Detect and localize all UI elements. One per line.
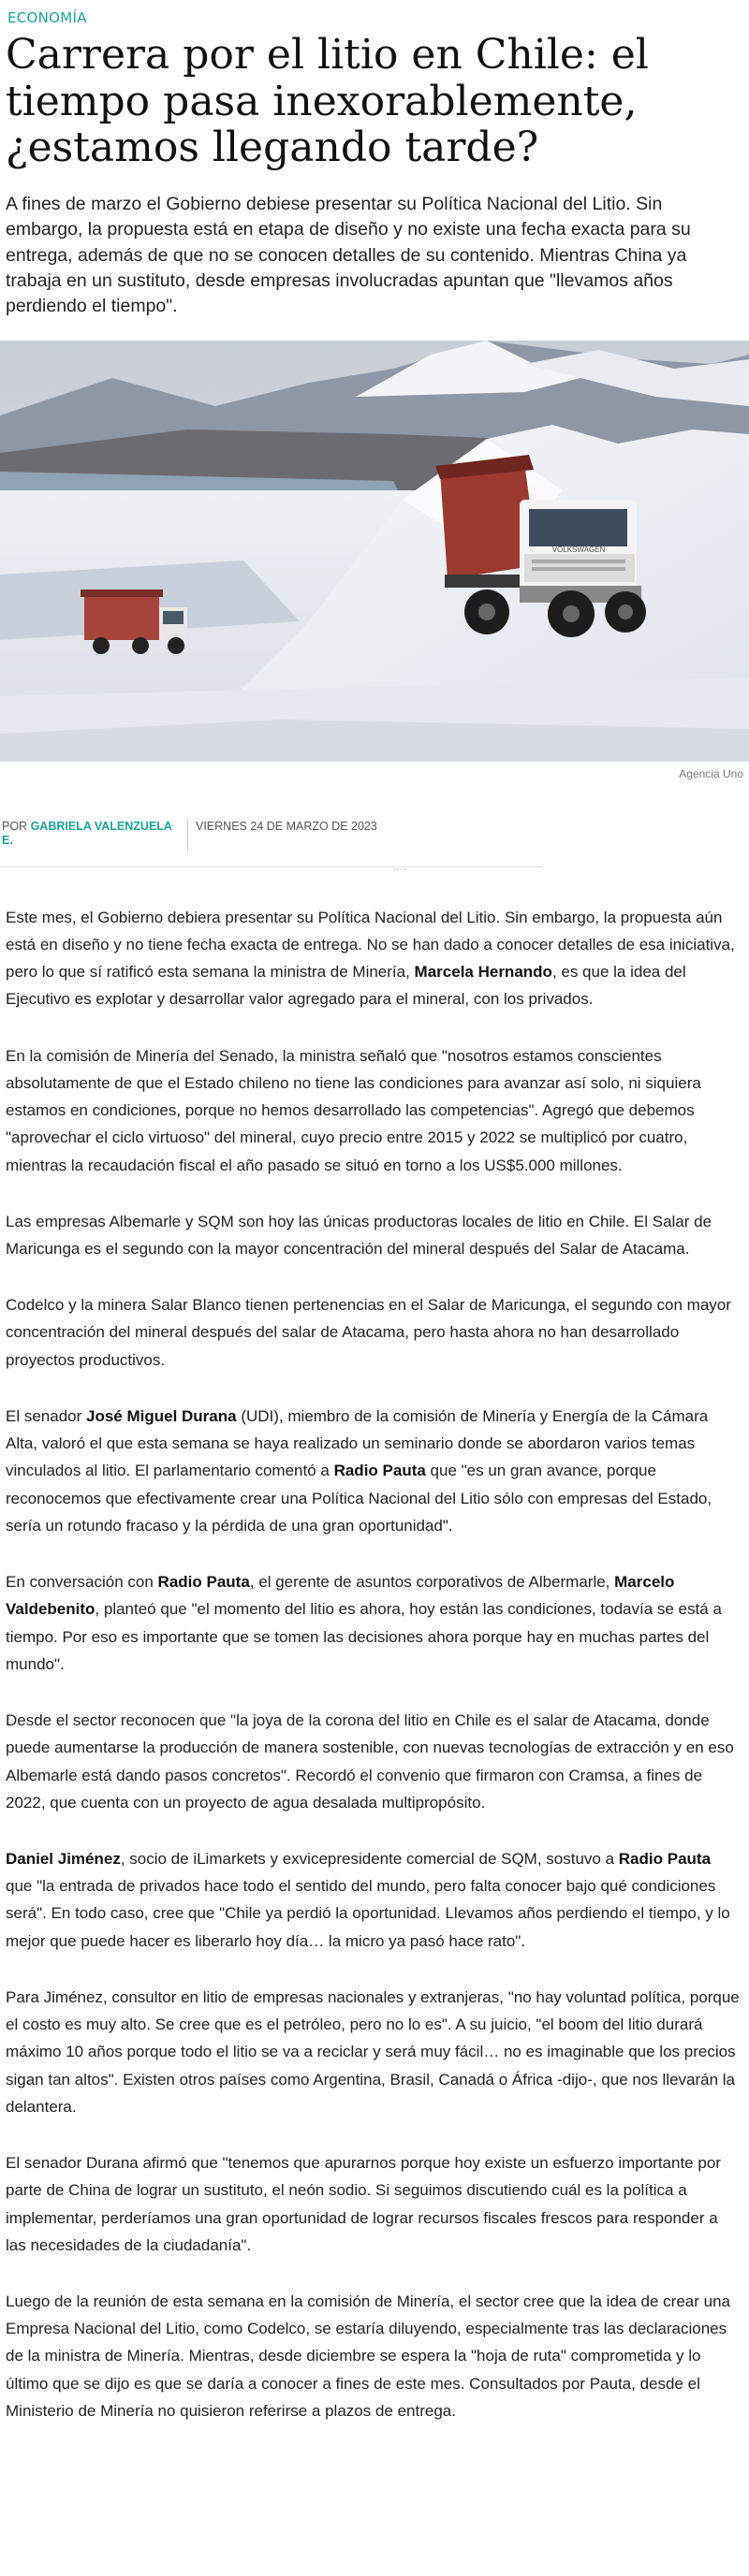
paragraph-text: Desde el sector reconocen que "la joya de la corona del litio en Chile es el salar de Atacama, donde puede aumentarse la producción de manera sostenible, con nuevas tecnologías de extracción y en eso Albemarle está dando pasos concretos". Recordó el convenio que firmaron con Cramsa, a fines de 2022, que cuenta con un proyecto de agua desalada multipropósito. <box>6 1711 734 1812</box>
bold-mention: Daniel Jiménez <box>6 1849 121 1868</box>
byline-prefix: POR <box>2 819 31 833</box>
paragraph-text: En la comisión de Minería del Senado, la ministra señaló que "nosotros estamos conscientes absolutamente de que el Estado chileno no tiene las condiciones para avanzar así solo, ni siquiera estamos en condiciones, porque no hemos desarrollado las competencias". Agregó que debemos "aprovechar el ciclo virtuoso" del mineral, cuyo precio entre 2015 y 2022 se multiplicó por cuatro, mientras la recaudación fiscal el año pasado se situó en torno a los US$5.000 millones. <box>6 1046 701 1174</box>
paragraph-text: , socio de iLimarkets y exvicepresidente comercial de SQM, sostuvo a <box>120 1849 619 1868</box>
article-paragraph <box>6 2149 740 2259</box>
bold-mention: Radio Pauta <box>333 1462 426 1480</box>
article-paragraph <box>6 1208 740 1262</box>
paragraph-text: Codelco y la minera Salar Blanco tienen pertenencias en el Salar de Maricunga, el segundo con mayor concentración del mineral después del salar de Atacama, pero hasta ahora no han desarrollado proyectos productivos. <box>6 1296 731 1369</box>
publish-date: VIERNES 24 DE MARZO DE 2023 <box>196 819 377 833</box>
paragraph-text: Para Jiménez, consultor en litio de empresas nacionales y extranjeras, "no hay voluntad política, porque el costo es muy alto. Se cree que es el petróleo, pero no lo es". A su juicio, "el boom del litio durará máximo 10 años porque todo el litio se va a reciclar y será muy fácil… no es imaginable que los precios sigan tan altos". Existen otros países como Argentina, Brasil, Canadá o África -dijo-, que nos llevarán la delantera. <box>6 1987 740 2116</box>
paragraph-text: Este mes, el Gobierno debiera presentar su Política Nacional del Litio. Sin embargo, la propuesta aún está en diseño y no tiene fecha exacta de entrega. No se han dado a conocer detalles de esa iniciativa, pero lo que sí ratificó esta semana la ministra de Minería, <box>6 908 735 982</box>
article-paragraph <box>6 2288 740 2424</box>
author-link[interactable]: GABRIELA VALENZUELA E. <box>2 819 172 848</box>
paragraph-text: (UDI), miembro de la comisión de Minería y Energía de la Cámara Alta, valoró el que esta semana se haya realizado un seminario donde se abordaron varios temas vinculados al litio. El parlamentario comentó a <box>6 1406 709 1480</box>
byline-divider <box>187 820 188 851</box>
paragraph-text: El senador Durana afirmó que "tenemos que apurarnos porque hoy existe un esfuerzo importante por parte de China de lograr un sustituto, el neón sodio. Si seguimos discutiendo cuál es la política a implementar, perderíamos una gran oportunidad de lograr recursos fiscales frescos para responder a las necesidades de la ciudadanía". <box>6 2154 721 2254</box>
paragraph-text: En conversación con <box>6 1573 158 1592</box>
article-paragraph <box>6 1403 740 1539</box>
bold-mention: Radio Pauta <box>618 1849 712 1868</box>
article-paragraph <box>6 904 740 1013</box>
article-paragraph <box>6 1845 740 1955</box>
paragraph-text: , el gerente de asuntos corporativos de Albermarle, <box>249 1573 615 1592</box>
paragraph-text: Luego de la reunión de esta semana en la comisión de Minería, el sector cree que la idea de crear una Empresa Nacional del Litio, como Codelco, se estaría diluyendo, especialmente tras las declaraciones de la ministra de Minería. Mientras, desde diciembre se espera la "hoja de ruta" comprometida y lo último que se dijo es que se daría a conocer a fines de este mes. Consultados por Pauta, desde el Ministerio de Minería no quisieron referirse a plazos de entrega. <box>6 2292 730 2420</box>
share-divider <box>0 866 543 867</box>
headline: Carrera por el litio en Chile: el tiempo pasa inexorablemente, ¿estamos llegando tarde? <box>6 31 649 172</box>
paragraph-text: , es que la idea del Ejecutivo es explotar y desarrollar valor agregado para el mineral, con los privados. <box>6 963 686 1009</box>
paragraph-text: El senador <box>6 1406 86 1425</box>
article-paragraph <box>6 1707 740 1816</box>
hero-image <box>0 341 749 762</box>
byline <box>0 780 749 851</box>
bold-mention: José Miguel Durana <box>86 1406 237 1425</box>
bold-mention: Marcela Hernando <box>414 963 552 982</box>
section-label[interactable]: ECONOMÍA <box>7 9 87 26</box>
article-paragraph <box>6 1291 740 1374</box>
photo-credit: Agencia Uno <box>679 766 743 780</box>
article-body <box>0 874 749 2425</box>
paragraph-text: Las empresas Albemarle y SQM son hoy las únicas productoras locales de litio en Chile. El Salar de Maricunga es el segundo con la mayor concentración del mineral después del Salar de Atacama. <box>6 1212 712 1258</box>
truck-brand-text: VOLKSWAGEN <box>551 545 606 554</box>
paragraph-text: , planteó que "el momento del litio es ahora, hoy están las condiciones, todavía se está a tiempo. Por eso es importante que se tomen las decisiones ahora porque hay en muchas partes del mundo". <box>6 1600 722 1673</box>
paragraph-text: que "la entrada de privados hace todo el sentido del mundo, pero falta conocer bajo qué condiciones será". En todo caso, cree que "Chile ya perdió la oportunidad. Llevamos años perdiendo el tiempo, y lo mejor que puede hacer es liberarlo hoy día… la micro ya pasó hace rato". <box>6 1877 730 1950</box>
bold-mention: Radio Pauta <box>157 1573 250 1592</box>
share-dots[interactable]: .... <box>393 860 406 873</box>
share-bar <box>0 861 749 874</box>
paragraph-text: que "es un gran avance, porque reconocemos que efectivamente crear una Política Nacional del Litio sólo con empresas del Estado, sería un rotundo fracaso y la pérdida de una gran oportunidad". <box>6 1462 712 1535</box>
byline-author-block <box>0 820 184 849</box>
article-paragraph <box>6 1568 740 1678</box>
article-paragraph <box>6 1042 740 1179</box>
lead-paragraph: A fines de marzo el Gobierno debiese presentar su Política Nacional del Litio. Sin embargo, la propuesta está en etapa de diseño y no existe una fecha exacta para su entrega, además de que no se conocen detalles de su contenido. Mientras China ya trabaja en un sustituto, desde empresas involucradas apuntan que "llevamos años perdiendo el tiempo". <box>6 194 691 317</box>
article-paragraph <box>6 1984 740 2120</box>
bold-mention: Marcelo Valdebenito <box>6 1573 675 1619</box>
